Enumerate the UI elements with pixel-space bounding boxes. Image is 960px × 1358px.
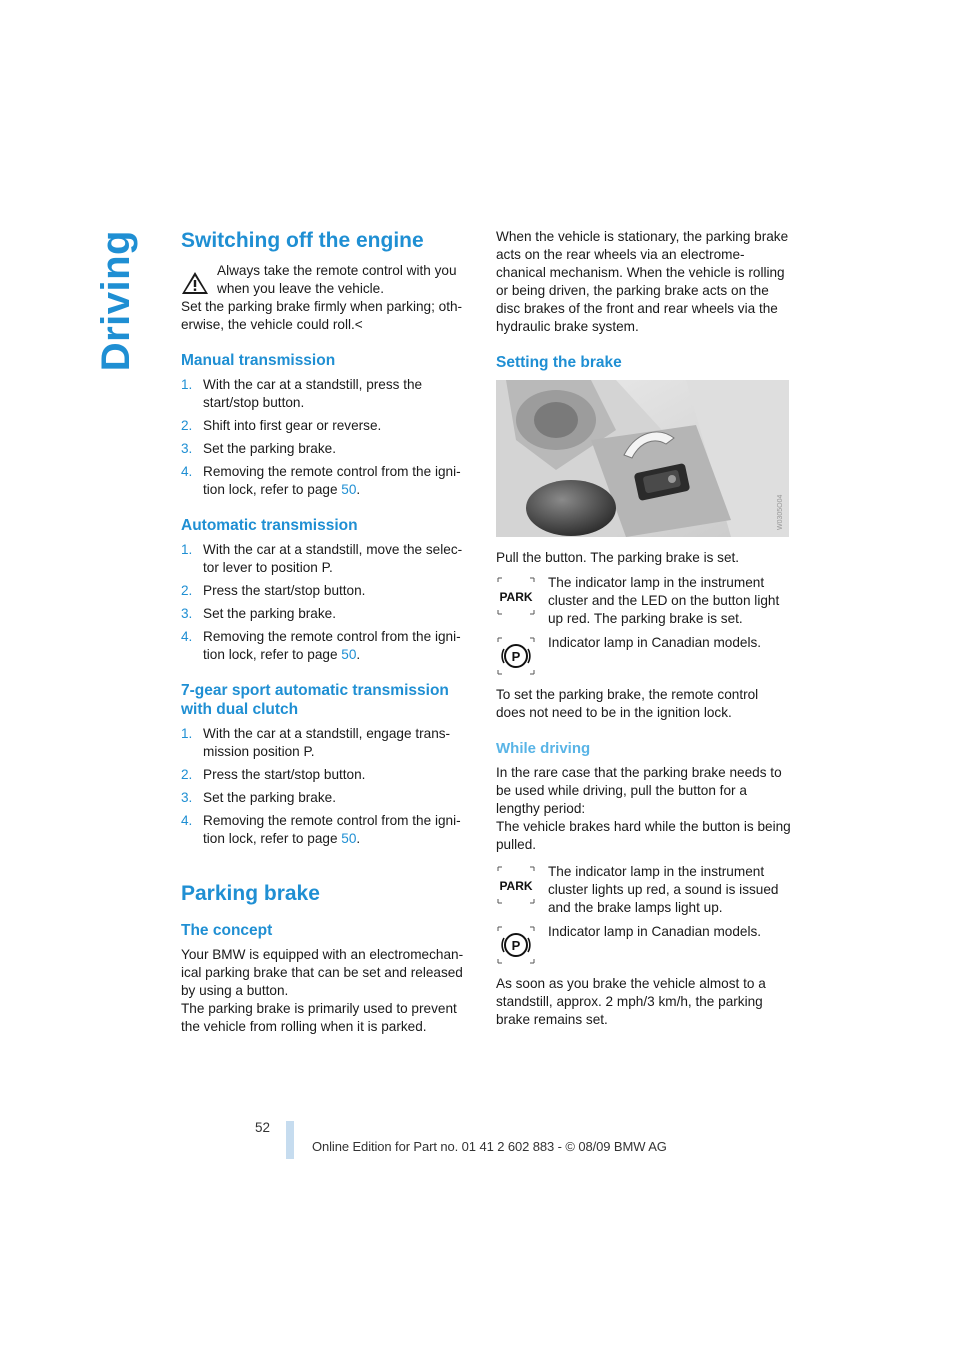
indicator-text: Indicator lamp in Canadian models.: [548, 924, 762, 939]
right-column: [496, 228, 791, 1029]
list-item: 3. Set the parking brake.: [181, 606, 336, 621]
heading-manual-transmission: Manual transmission: [181, 352, 336, 369]
heading-automatic-transmission: Automatic transmission: [181, 517, 358, 534]
svg-text:PARK: PARK: [499, 590, 533, 604]
page-reference-link[interactable]: 50: [341, 647, 357, 662]
heading-the-concept: The concept: [181, 922, 273, 939]
warning-text: Set the parking brake firmly when parking; oth-erwise, the vehicle could roll.<: [181, 299, 463, 332]
automatic-steps: [181, 541, 471, 664]
photo-code-label: W0305O04: [777, 494, 784, 530]
ignition-lock-text: To set the parking brake, the remote control does not need to be in the ignition lock.: [496, 687, 759, 720]
indicator-text: Indicator lamp in Canadian models.: [548, 635, 762, 650]
park-indicator-icon: [496, 576, 536, 616]
list-item: 1. With the car at a standstill, engage trans-mission position P.: [181, 726, 451, 759]
heading-setting-the-brake: Setting the brake: [496, 354, 622, 371]
concept-paragraph-2: The parking brake is primarily used to prevent the vehicle from rolling when it is parked.: [181, 1001, 457, 1034]
park-indicator-icon: [496, 865, 536, 905]
p-circle-indicator-icon: [496, 925, 536, 965]
warning-line-1: Always take the remote control with you: [217, 263, 457, 278]
dual-clutch-steps: [181, 725, 471, 848]
list-item: 1. With the car at a standstill, press the start/stop button.: [181, 377, 423, 410]
chapter-side-tab: Driving: [94, 230, 138, 372]
list-item: 1. With the car at a standstill, move the selec-tor lever to position P.: [181, 542, 463, 575]
heading-parking-brake: Parking brake: [181, 882, 320, 905]
heading-while-driving: While driving: [496, 740, 591, 757]
list-item: 3. Set the parking brake.: [181, 441, 336, 456]
page-number: 52: [255, 1120, 271, 1135]
concept-paragraph-1: Your BMW is equipped with an electromechan-ical parking brake that can be set and released by using a button.: [181, 947, 464, 998]
indicator-row-p-1: [496, 634, 791, 678]
list-item: 2. Press the start/stop button.: [181, 583, 366, 598]
list-item: 4. Removing the remote control from the igni-tion lock, refer to page 50.: [181, 813, 461, 846]
warning-note: [181, 262, 471, 334]
warning-line-2: when you leave the vehicle.: [217, 281, 385, 296]
svg-text:P: P: [511, 938, 521, 953]
list-item: 2. Press the start/stop button.: [181, 767, 366, 782]
indicator-row-park-2: [496, 863, 791, 917]
while-driving-paragraph-1: In the rare case that the parking brake needs to be used while driving, pull the button for a lengthy period:: [496, 765, 782, 816]
manual-steps: [181, 376, 471, 499]
intro-paragraph: When the vehicle is stationary, the parking brake acts on the rear wheels via an electrome-chanical mechanism. When the vehicle is rolling or being driven, the parking brake acts on the disc brakes of the front and rear wheels via the hydraulic brake system.: [496, 229, 789, 334]
parking-brake-button-photo: [496, 380, 789, 537]
page-reference-link[interactable]: 50: [341, 831, 357, 846]
svg-text:P: P: [511, 649, 521, 664]
while-driving-paragraph-2: The vehicle brakes hard while the button is being pulled.: [496, 819, 791, 852]
left-column: [181, 228, 471, 1036]
indicator-text: The indicator lamp in the instrument cluster and the LED on the button light up red. The parking brake is set.: [548, 575, 780, 626]
footer-edition-text: Online Edition for Part no. 01 41 2 602 883 - © 08/09 BMW AG: [312, 1139, 667, 1154]
indicator-row-p-2: [496, 923, 791, 967]
footer-accent-bar: [286, 1121, 294, 1159]
warning-triangle-icon: [181, 270, 209, 296]
pull-button-text: Pull the button. The parking brake is set.: [496, 550, 740, 565]
heading-switching-off: Switching off the engine: [181, 229, 424, 252]
list-item: 4. Removing the remote control from the igni-tion lock, refer to page 50.: [181, 629, 461, 662]
p-circle-indicator-icon: [496, 636, 536, 676]
indicator-row-park-1: [496, 574, 791, 628]
list-item: 4. Removing the remote control from the igni-tion lock, refer to page 50.: [181, 464, 461, 497]
final-paragraph: As soon as you brake the vehicle almost to a standstill, approx. 2 mph/3 km/h, the parking brake remains set.: [496, 976, 766, 1027]
page-reference-link[interactable]: 50: [341, 482, 357, 497]
svg-text:PARK: PARK: [499, 879, 533, 893]
list-item: 2. Shift into first gear or reverse.: [181, 418, 382, 433]
indicator-text: The indicator lamp in the instrument cluster lights up red, a sound is issued and the brake lamps light up.: [548, 864, 779, 915]
list-item: 3. Set the parking brake.: [181, 790, 336, 805]
heading-dual-clutch: 7-gear sport automatic transmission with dual clutch: [181, 682, 449, 718]
end-marker: <: [354, 317, 363, 332]
